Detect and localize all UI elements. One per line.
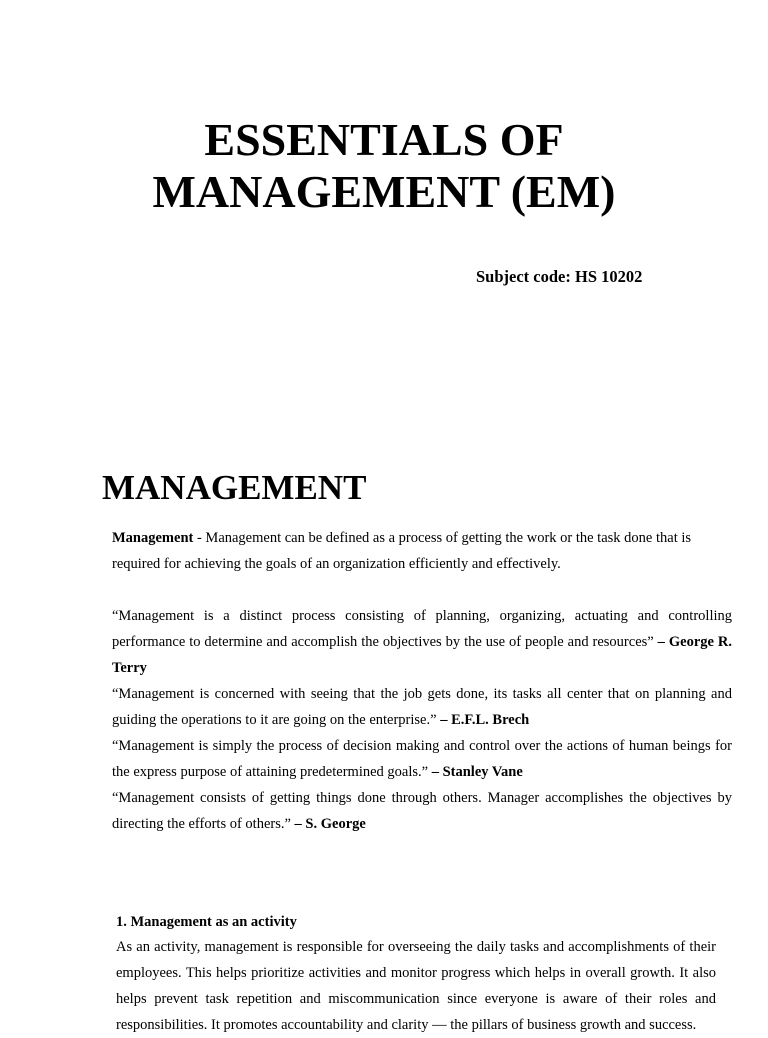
quote-author: – E.F.L. Brech [440,712,530,728]
definition-text: - Management can be defined as a process of getting the work or the task done that is required for achieving the goals of an organization efficiently and effectively. [112,530,692,572]
quote-author: – Stanley Vane [431,764,523,780]
section-heading: MANAGEMENT [102,468,367,507]
quote-brech [112,681,732,733]
activity-text: As an activity, management is responsible for overseeing the daily tasks and accomplishments of their employees. This helps prioritize activities and monitor progress which helps in overall growth. It also helps prevent task repetition and miscommunication since everyone is aware of their roles and responsibilities. It promotes accountability and clarity — the pillars of business growth and success. [116,939,716,1033]
document-title-line-1: ESSENTIALS OF [204,114,564,165]
quote-text: “Management is a distinct process consisting of planning, organizing, actuating and controlling performance to determine and accomplish the objectives by the use of people and resources” [112,608,732,650]
document-title [0,114,768,218]
document-title-line-2: MANAGEMENT (EM) [152,166,616,217]
activity-heading: 1. Management as an activity [116,914,297,930]
definition-term: Management [112,530,194,546]
quote-text: “Management is concerned with seeing that the job gets done, its tasks all center that on planning and guiding the operations to it are going on the enterprise.” [112,686,732,728]
quote-vane [112,733,732,785]
quote-text: “Management consists of getting things done through others. Manager accomplishes the objectives by directing the efforts of others.” [112,790,732,832]
subject-code: Subject code: HS 10202 [476,267,643,286]
quote-george [112,785,732,837]
quote-terry [112,603,732,681]
quote-author: – S. George [294,816,366,832]
quote-text: “Management is simply the process of decision making and control over the actions of human beings for the express purpose of attaining predetermined goals.” [112,738,732,780]
quote-author: – George R. Terry [112,634,733,676]
management-definition [112,525,712,577]
